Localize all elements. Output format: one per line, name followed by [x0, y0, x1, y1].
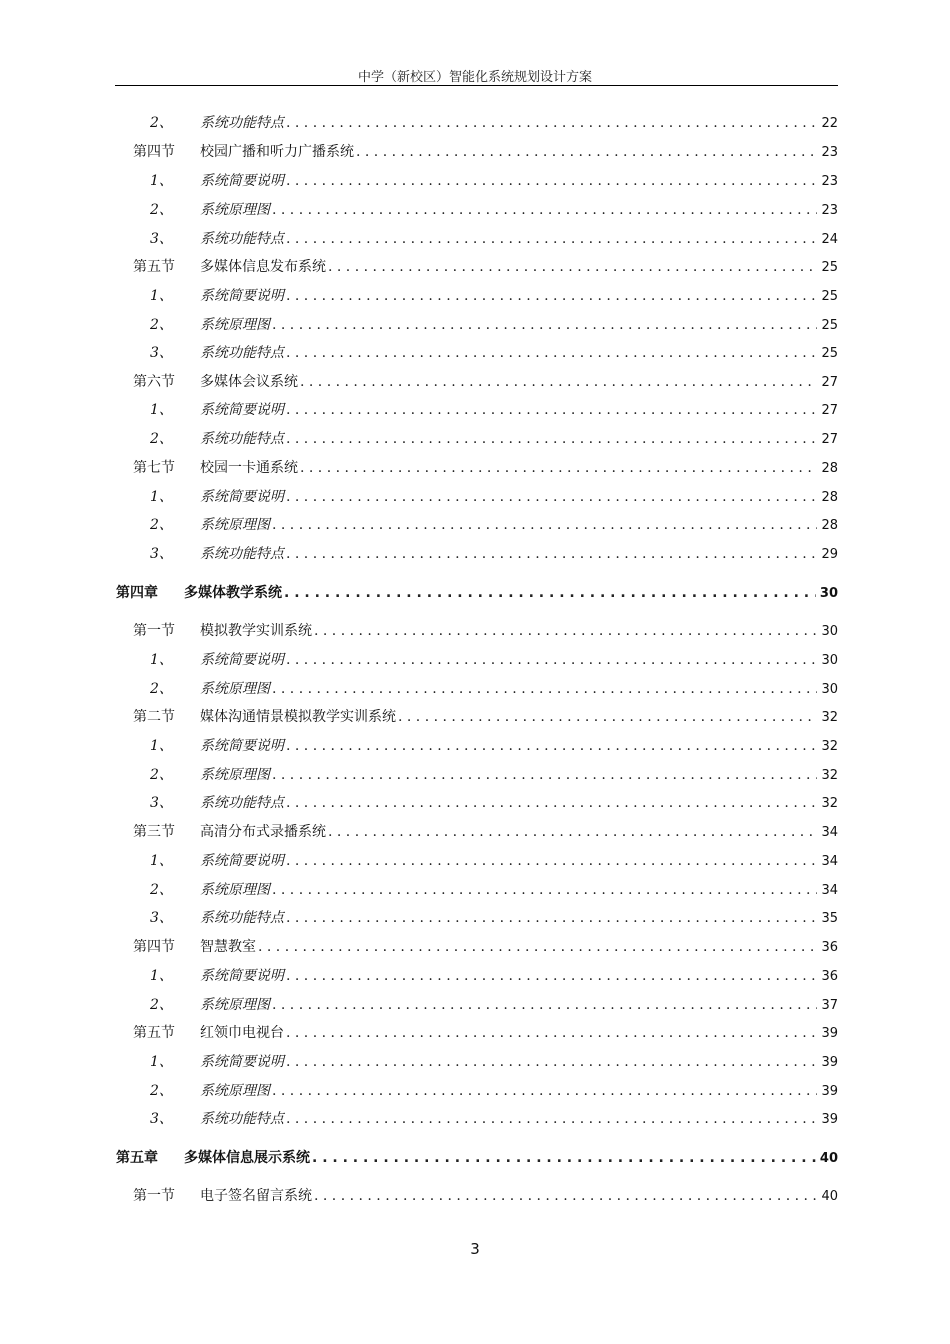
toc-entry-number: 3、	[150, 795, 173, 811]
toc-entry-page: 40	[819, 1151, 838, 1166]
toc-entry-page: 34	[821, 854, 838, 869]
toc-dot-leader	[286, 650, 817, 670]
toc-entry-number: 3、	[150, 231, 173, 247]
toc-entry-title: 高清分布式录播系统	[200, 824, 326, 840]
toc-entry-page: 35	[821, 911, 838, 926]
toc-entry-number: 3、	[150, 546, 173, 562]
toc-entry-title: 系统原理图	[200, 202, 270, 218]
page-number: 3	[470, 1240, 480, 1258]
toc-entry-number: 1、	[150, 968, 173, 984]
toc-entry-title: 系统功能特点	[200, 231, 284, 247]
toc-item[interactable]	[150, 1081, 838, 1101]
toc-entry-page: 32	[821, 796, 838, 811]
toc-entry-number: 2、	[150, 997, 173, 1013]
toc-entry-page: 30	[821, 682, 838, 697]
toc-dot-leader	[272, 995, 817, 1015]
toc-entry-number: 1、	[150, 738, 173, 754]
toc-item[interactable]	[150, 1109, 838, 1129]
toc-entry-title: 系统功能特点	[200, 345, 284, 361]
toc-entry-page: 27	[821, 375, 838, 390]
toc-item[interactable]	[150, 515, 838, 535]
toc-item[interactable]	[150, 1052, 838, 1072]
toc-entry-page: 24	[821, 232, 838, 247]
toc-item[interactable]	[150, 400, 838, 420]
toc-dot-leader	[258, 937, 817, 957]
toc-item[interactable]	[150, 487, 838, 507]
toc-entry-title: 多媒体信息发布系统	[200, 259, 326, 275]
toc-dot-leader	[286, 1052, 817, 1072]
toc-entry-title: 系统简要说明	[200, 489, 284, 505]
toc-entry-number: 1、	[150, 1054, 173, 1070]
toc-dot-leader	[300, 458, 817, 478]
toc-entry-title: 多媒体信息展示系统	[184, 1150, 310, 1166]
toc-entry-title: 系统功能特点	[200, 1111, 284, 1127]
toc-item[interactable]	[150, 429, 838, 449]
toc-entry-title: 媒体沟通情景模拟教学实训系统	[200, 709, 396, 725]
toc-entry-number: 1、	[150, 402, 173, 418]
toc-entry-page: 29	[821, 547, 838, 562]
toc-entry-title: 系统简要说明	[200, 1054, 284, 1070]
toc-dot-leader	[286, 229, 817, 249]
toc-entry-title: 多媒体教学系统	[184, 585, 282, 601]
toc-item[interactable]	[150, 851, 838, 871]
toc-entry-title: 系统原理图	[200, 1083, 270, 1099]
toc-entry-page: 34	[821, 825, 838, 840]
toc-entry-title: 校园广播和听力广播系统	[200, 144, 354, 160]
toc-section[interactable]	[133, 257, 838, 277]
toc-entry-title: 系统功能特点	[200, 546, 284, 562]
toc-dot-leader	[272, 880, 817, 900]
toc-dot-leader	[272, 1081, 817, 1101]
toc-entry-page: 39	[821, 1055, 838, 1070]
toc-entry-page: 25	[821, 318, 838, 333]
toc-entry-page: 27	[821, 432, 838, 447]
toc-item[interactable]	[150, 171, 838, 191]
toc-item[interactable]	[150, 880, 838, 900]
toc-entry-number: 第五节	[133, 259, 175, 275]
toc-entry-number: 2、	[150, 882, 173, 898]
toc-item[interactable]	[150, 544, 838, 564]
toc-dot-leader	[312, 1148, 816, 1168]
toc-item[interactable]	[150, 315, 838, 335]
toc-entry-page: 28	[821, 490, 838, 505]
toc-entry-title: 系统原理图	[200, 882, 270, 898]
toc-entry-title: 系统原理图	[200, 997, 270, 1013]
toc-entry-page: 30	[821, 624, 838, 639]
toc-item[interactable]	[150, 343, 838, 363]
toc-entry-page: 23	[821, 174, 838, 189]
toc-entry-number: 2、	[150, 517, 173, 533]
toc-entry-number: 第六节	[133, 374, 175, 390]
toc-entry-number: 2、	[150, 115, 173, 131]
toc-entry-number: 1、	[150, 489, 173, 505]
toc-dot-leader	[272, 679, 817, 699]
toc-entry-number: 3、	[150, 345, 173, 361]
toc-dot-leader	[284, 583, 816, 603]
toc-entry-title: 系统功能特点	[200, 910, 284, 926]
toc-entry-title: 系统简要说明	[200, 173, 284, 189]
toc-entry-number: 2、	[150, 431, 173, 447]
toc-entry-page: 23	[821, 203, 838, 218]
toc-item[interactable]	[150, 200, 838, 220]
toc-item[interactable]	[150, 995, 838, 1015]
toc-entry-title: 多媒体会议系统	[200, 374, 298, 390]
toc-entry-page: 25	[821, 289, 838, 304]
toc-item[interactable]	[150, 908, 838, 928]
toc-dot-leader	[272, 765, 817, 785]
toc-dot-leader	[286, 171, 817, 191]
toc-dot-leader	[286, 429, 817, 449]
toc-dot-leader	[328, 822, 817, 842]
page-header-title: 中学（新校区）智能化系统规划设计方案	[357, 70, 592, 85]
toc-section[interactable]	[133, 1186, 838, 1206]
toc-dot-leader	[272, 200, 817, 220]
toc-dot-leader	[286, 736, 817, 756]
toc-entry-number: 第五章	[116, 1150, 158, 1166]
toc-entry-title: 智慧教室	[200, 939, 256, 955]
toc-entry-page: 39	[821, 1112, 838, 1127]
toc-dot-leader	[286, 113, 817, 133]
toc-entry-title: 系统简要说明	[200, 402, 284, 418]
toc-item[interactable]	[150, 736, 838, 756]
toc-entry-page: 32	[821, 768, 838, 783]
toc-entry-page: 36	[821, 969, 838, 984]
toc-entry-number: 1、	[150, 173, 173, 189]
toc-chapter[interactable]	[116, 1148, 838, 1168]
toc-dot-leader	[286, 908, 817, 928]
toc-entry-title: 系统功能特点	[200, 795, 284, 811]
toc-section[interactable]	[133, 621, 838, 641]
toc-dot-leader	[286, 286, 817, 306]
toc-section[interactable]	[133, 822, 838, 842]
toc-entry-title: 校园一卡通系统	[200, 460, 298, 476]
toc-entry-title: 系统功能特点	[200, 431, 284, 447]
toc-entry-title: 系统功能特点	[200, 115, 284, 131]
toc-entry-page: 34	[821, 883, 838, 898]
toc-entry-number: 1、	[150, 288, 173, 304]
toc-section[interactable]	[133, 372, 838, 392]
toc-entry-page: 23	[821, 145, 838, 160]
toc-entry-number: 2、	[150, 1083, 173, 1099]
toc-dot-leader	[314, 1186, 817, 1206]
toc-entry-number: 第四节	[133, 144, 175, 160]
toc-entry-number: 第三节	[133, 824, 175, 840]
toc-dot-leader	[272, 515, 817, 535]
toc-entry-page: 37	[821, 998, 838, 1013]
toc-item[interactable]	[150, 229, 838, 249]
toc-section[interactable]	[133, 142, 838, 162]
toc-entry-number: 第二节	[133, 709, 175, 725]
toc-dot-leader	[314, 621, 817, 641]
toc-dot-leader	[328, 257, 817, 277]
header-divider	[115, 85, 838, 86]
toc-entry-title: 红领巾电视台	[200, 1025, 284, 1041]
toc-dot-leader	[286, 851, 817, 871]
toc-entry-number: 第四章	[116, 585, 158, 601]
toc-dot-leader	[286, 343, 817, 363]
toc-entry-number: 1、	[150, 853, 173, 869]
toc-dot-leader	[272, 315, 817, 335]
toc-item[interactable]	[150, 286, 838, 306]
toc-entry-title: 系统原理图	[200, 317, 270, 333]
toc-entry-title: 系统简要说明	[200, 968, 284, 984]
toc-entry-page: 40	[821, 1189, 838, 1204]
toc-dot-leader	[286, 487, 817, 507]
toc-chapter[interactable]	[116, 583, 838, 603]
toc-section[interactable]	[133, 458, 838, 478]
toc-dot-leader	[286, 1109, 817, 1129]
toc-entry-page: 25	[821, 346, 838, 361]
toc-entry-title: 电子签名留言系统	[200, 1188, 312, 1204]
toc-entry-number: 2、	[150, 767, 173, 783]
toc-dot-leader	[286, 1023, 817, 1043]
toc-entry-page: 32	[821, 710, 838, 725]
toc-item[interactable]	[150, 765, 838, 785]
toc-entry-number: 3、	[150, 910, 173, 926]
toc-dot-leader	[286, 966, 817, 986]
toc-entry-title: 系统原理图	[200, 767, 270, 783]
toc-entry-page: 28	[821, 461, 838, 476]
toc-entry-number: 1、	[150, 652, 173, 668]
toc-entry-number: 第七节	[133, 460, 175, 476]
toc-dot-leader	[356, 142, 817, 162]
toc-dot-leader	[286, 400, 817, 420]
toc-entry-page: 28	[821, 518, 838, 533]
toc-entry-page: 30	[821, 653, 838, 668]
toc-entry-number: 第五节	[133, 1025, 175, 1041]
toc-item[interactable]	[150, 966, 838, 986]
toc-item[interactable]	[150, 793, 838, 813]
toc-entry-title: 模拟教学实训系统	[200, 623, 312, 639]
toc-section[interactable]	[133, 937, 838, 957]
toc-entry-title: 系统简要说明	[200, 652, 284, 668]
toc-section[interactable]	[133, 707, 838, 727]
toc-item[interactable]	[150, 113, 838, 133]
toc-dot-leader	[300, 372, 817, 392]
toc-entry-number: 2、	[150, 681, 173, 697]
toc-item[interactable]	[150, 650, 838, 670]
toc-entry-page: 36	[821, 940, 838, 955]
toc-entry-title: 系统简要说明	[200, 738, 284, 754]
toc-entry-page: 27	[821, 403, 838, 418]
toc-entry-number: 第四节	[133, 939, 175, 955]
toc-entry-number: 2、	[150, 317, 173, 333]
toc-entry-page: 30	[819, 586, 838, 601]
toc-entry-page: 39	[821, 1026, 838, 1041]
toc-entry-page: 22	[821, 116, 838, 131]
toc-section[interactable]	[133, 1023, 838, 1043]
toc-entry-number: 第一节	[133, 623, 175, 639]
toc-entry-page: 39	[821, 1084, 838, 1099]
toc-entry-title: 系统简要说明	[200, 288, 284, 304]
toc-dot-leader	[286, 793, 817, 813]
toc-entry-title: 系统原理图	[200, 517, 270, 533]
toc-entry-page: 32	[821, 739, 838, 754]
toc-entry-title: 系统简要说明	[200, 853, 284, 869]
toc-dot-leader	[398, 707, 817, 727]
toc-entry-title: 系统原理图	[200, 681, 270, 697]
toc-entry-number: 3、	[150, 1111, 173, 1127]
toc-dot-leader	[286, 544, 817, 564]
toc-entry-number: 第一节	[133, 1188, 175, 1204]
toc-entry-number: 2、	[150, 202, 173, 218]
toc-entry-page: 25	[821, 260, 838, 275]
toc-item[interactable]	[150, 679, 838, 699]
